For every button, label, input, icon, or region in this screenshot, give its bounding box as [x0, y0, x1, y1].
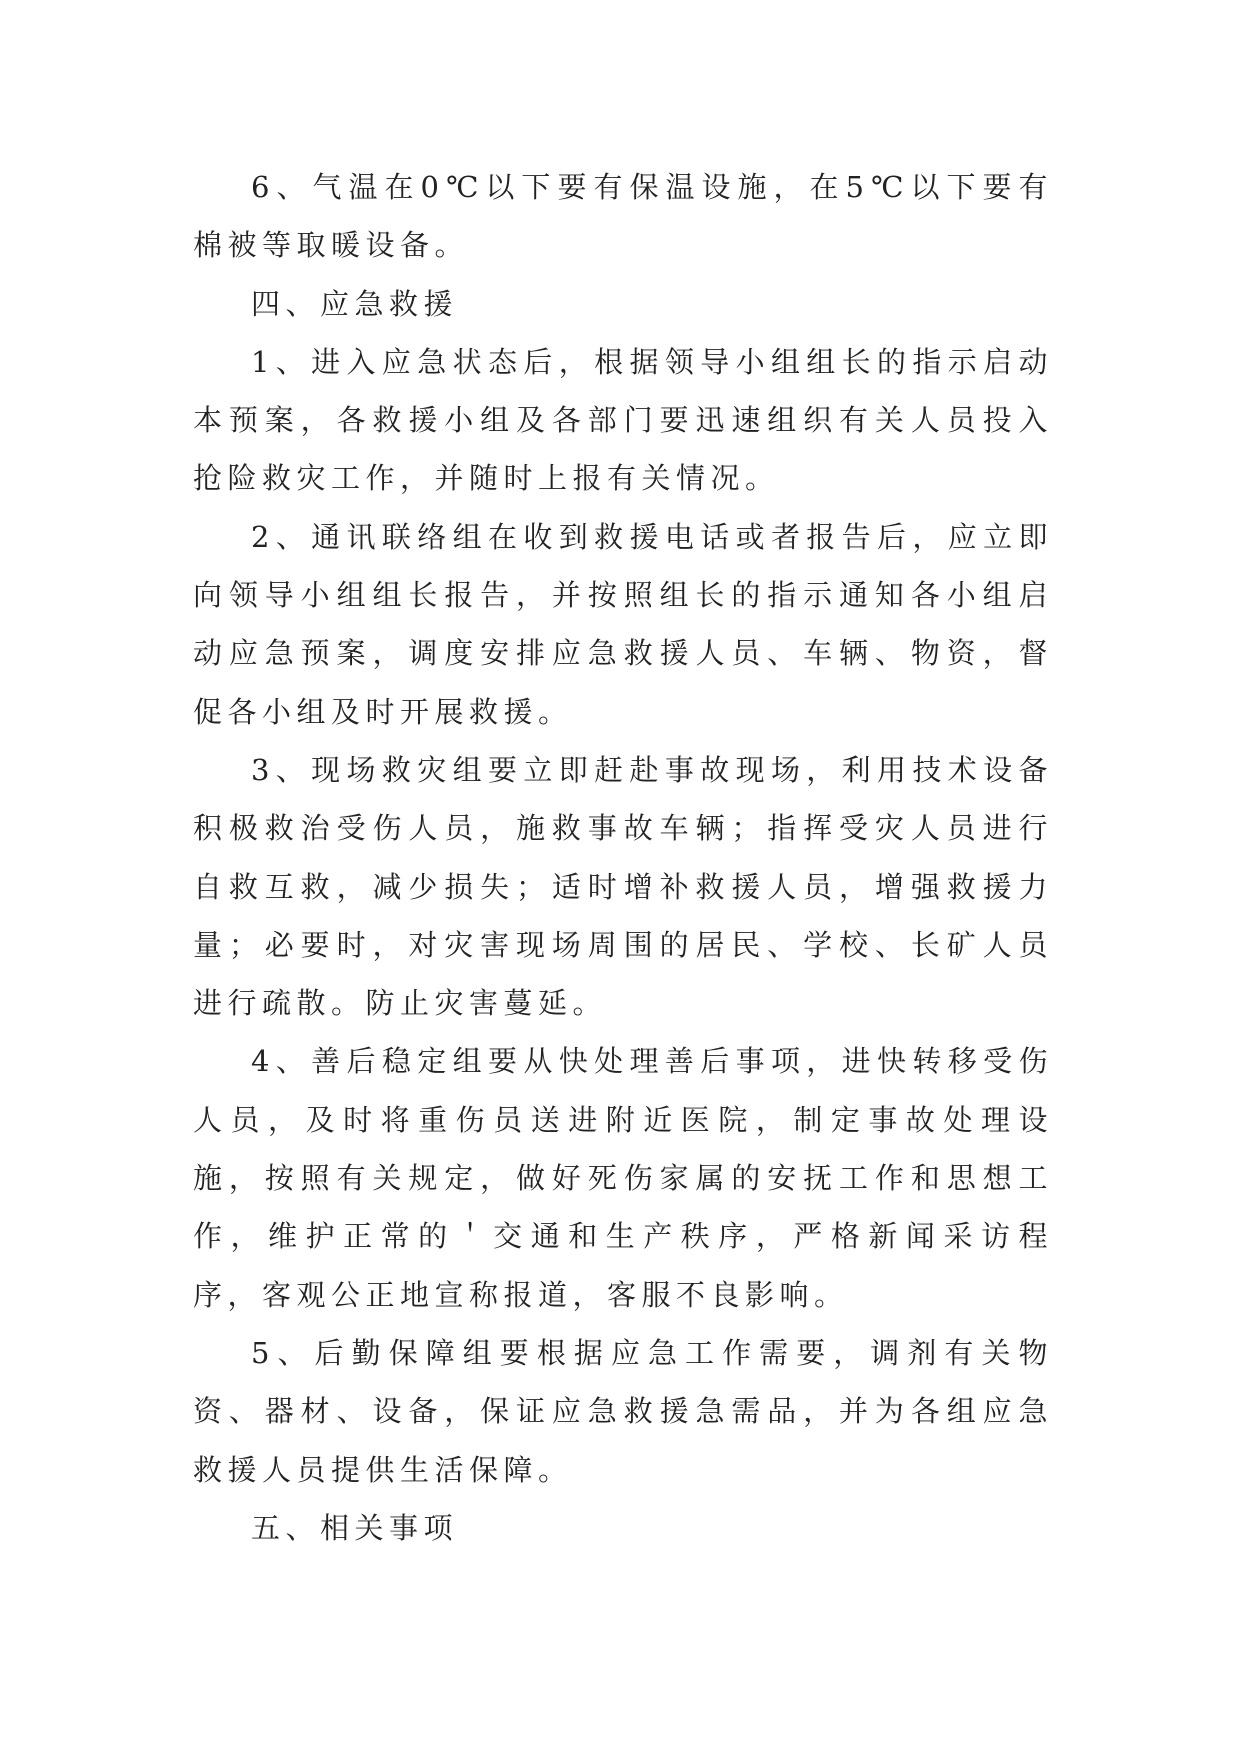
paragraph-item-3-on-site-rescue: 3、现场救灾组要立即赶赴事故现场，利用技术设备积极救治受伤人员，施救事故车辆；指挥受灾人员进行自救互救，减少损失；适时增补救援人员，增强救援力量；必要时，对灾害现场周围的居民、学校、长矿人员进行疏散。防止灾害蔓延。: [193, 752, 1053, 1021]
paragraph-item-5-logistics: 5、后勤保障组要根据应急工作需要，调剂有关物资、器材、设备，保证应急救援急需品，并为各组应急救援人员提供生活保障。: [193, 1335, 1053, 1487]
paragraph-item-1-activation: 1、进入应急状态后，根据领导小组组长的指示启动本预案，各救援小组及各部门要迅速组织有关人员投入抢险救灾工作，并随时上报有关情况。: [193, 344, 1053, 496]
paragraph-item-6-heating: 6、气温在0℃以下要有保温设施，在5℃以下要有棉被等取暖设备。: [193, 170, 1053, 263]
paragraph-item-4-aftermath: 4、善后稳定组要从快处理善后事项，进快转移受伤人员，及时将重伤员送进附近医院，制定事故处理设施，按照有关规定，做好死伤家属的安抚工作和思想工作，维护正常的＇交通和生产秩序，严格新闻采访程序，客观公正地宣称报道，客服不良影响。: [193, 1044, 1053, 1312]
section-heading-emergency-rescue: 四、应急救援: [251, 286, 459, 321]
paragraph-item-2-communication: 2、通讯联络组在收到救援电话或者报告后，应立即向领导小组组长报告，并按照组长的指示通知各小组启动应急预案，调度安排应急救援人员、车辆、物资，督促各小组及时开展救援。: [193, 519, 1053, 729]
document-body: [193, 158, 1053, 1557]
section-heading-related-matters: 五、相关事项: [251, 1510, 459, 1545]
